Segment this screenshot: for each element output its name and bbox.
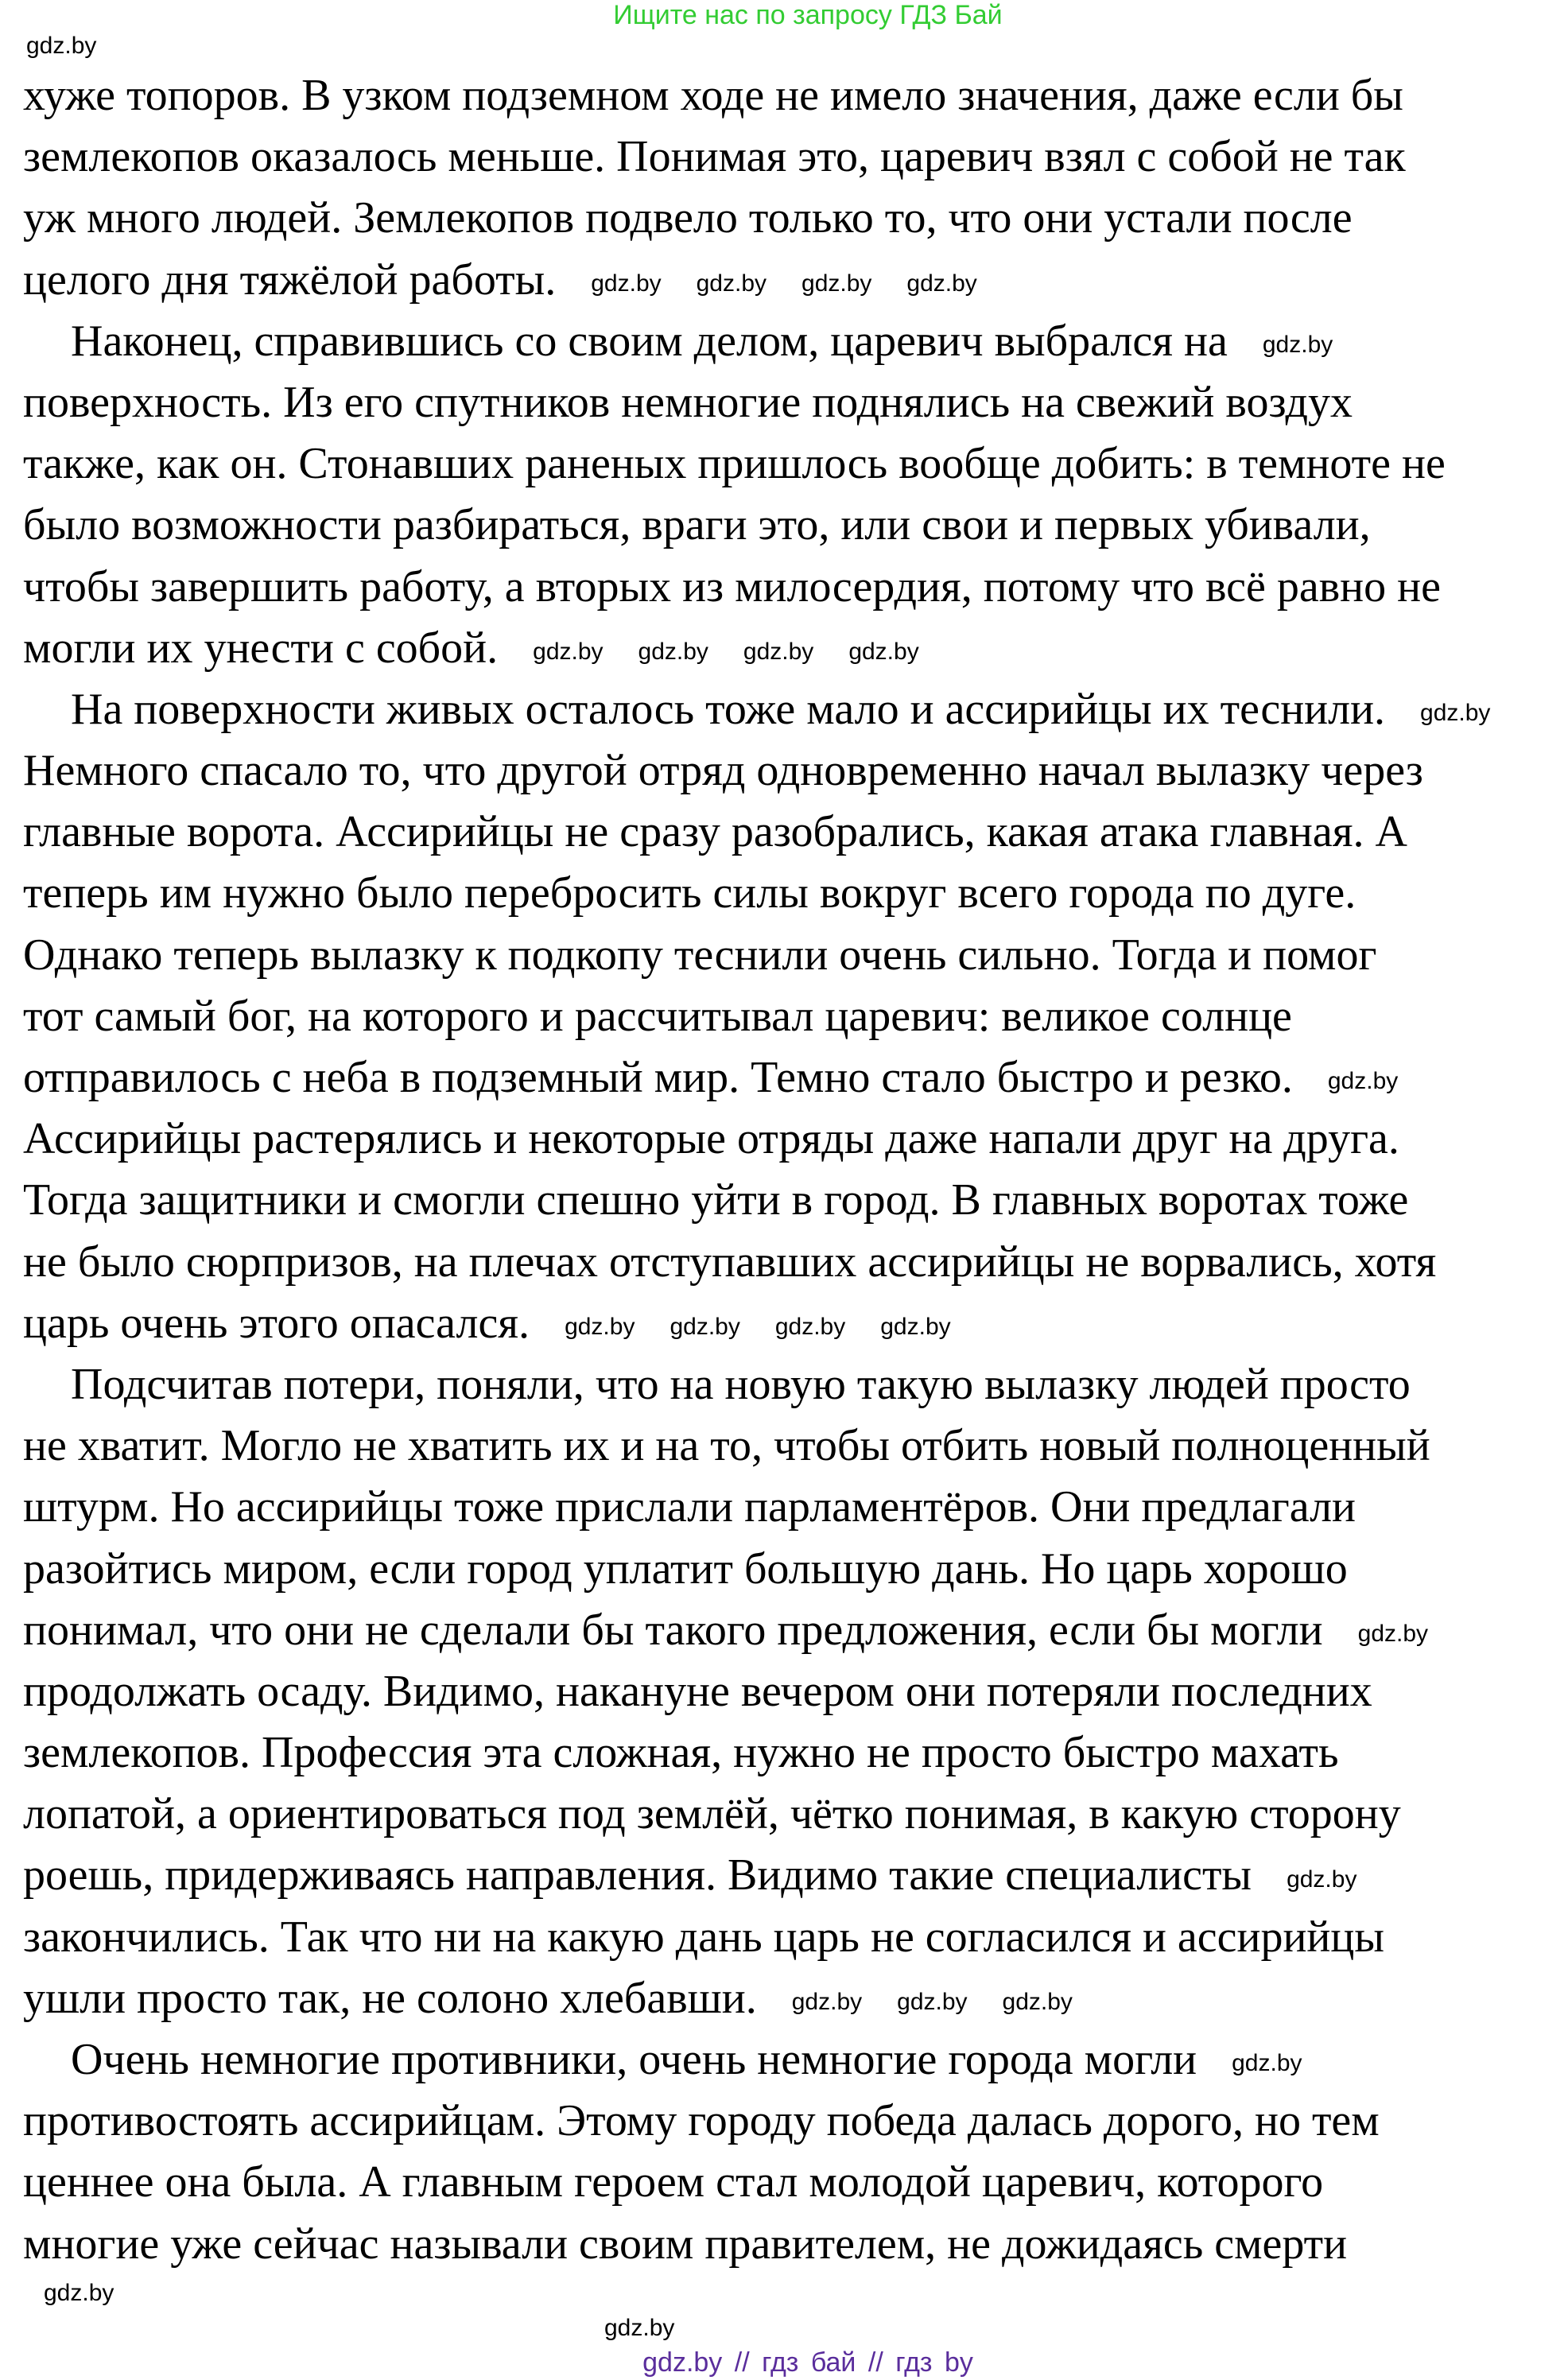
text-line bbox=[23, 1722, 1490, 1784]
text-line-content: лопатой, а ориентироваться под землёй, чётко понимая, в какую сторону bbox=[23, 1789, 1401, 1839]
text-line-content: землекопов оказалось меньше. Понимая это, царевич взял с собой не так bbox=[23, 132, 1406, 182]
text-line-content: штурм. Но ассирийцы тоже прислали парламентёров. Они предлагали bbox=[23, 1482, 1356, 1532]
text-line bbox=[23, 311, 1490, 372]
text-line bbox=[23, 1968, 1490, 2029]
watermark: gdz.by bbox=[1287, 1866, 1357, 1893]
text-line bbox=[23, 1477, 1490, 1538]
text-line-content: Очень немногие противники, очень немногие города могли bbox=[71, 2035, 1197, 2084]
text-line bbox=[23, 65, 1490, 126]
text-line bbox=[23, 2029, 1490, 2091]
text-line-content: целого дня тяжёлой работы. bbox=[23, 254, 557, 305]
watermark: gdz.by bbox=[906, 270, 977, 297]
text-line bbox=[23, 1293, 1490, 1354]
text-line bbox=[23, 372, 1490, 433]
text-line bbox=[23, 126, 1490, 188]
text-line-content: царь очень этого опасался. bbox=[23, 1298, 530, 1348]
watermark: gdz.by bbox=[533, 638, 604, 665]
text-line bbox=[23, 1232, 1490, 1293]
text-line-content: могли их унести с собой. bbox=[23, 623, 499, 673]
text-line bbox=[23, 557, 1490, 618]
text-line-content: ушли просто так, не солоно хлебавши. bbox=[23, 1973, 757, 2023]
text-line-content: Однако теперь вылазку к подкопу теснили очень сильно. Тогда и помог bbox=[23, 930, 1377, 980]
text-line-content: не хватит. Могло не хватить их и на то, чтобы отбить новый полноценный bbox=[23, 1421, 1430, 1471]
text-line bbox=[23, 618, 1490, 679]
watermark: gdz.by bbox=[1327, 1068, 1399, 1095]
watermark: gdz.by bbox=[801, 270, 872, 297]
watermark: gdz.by bbox=[774, 1313, 846, 1340]
text-line bbox=[23, 986, 1490, 1047]
text-line bbox=[23, 1600, 1490, 1661]
text-line-content: главные ворота. Ассирийцы не сразу разобрались, какая атака главная. А bbox=[23, 807, 1407, 857]
watermark: gdz.by bbox=[638, 638, 708, 665]
text-line bbox=[23, 433, 1490, 495]
document-body bbox=[23, 65, 1490, 2275]
text-line-content: тот самый бог, на которого и рассчитывал царевич: великое солнце bbox=[23, 991, 1292, 1041]
text-line-content: Ассирийцы растерялись и некоторые отряды даже напали друг на друга. bbox=[23, 1114, 1399, 1164]
search-hint-banner: Ищите нас по запросу ГДЗ Бай bbox=[613, 0, 1003, 30]
text-line bbox=[23, 1539, 1490, 1600]
text-line bbox=[23, 495, 1490, 556]
text-line-content: понимал, что они не сделали бы такого предложения, если бы могли bbox=[23, 1605, 1323, 1655]
text-line bbox=[23, 250, 1490, 311]
text-line bbox=[23, 802, 1490, 863]
text-line bbox=[23, 1047, 1490, 1108]
text-line-content: закончились. Так что ни на какую дань царь не согласился и ассирийцы bbox=[23, 1912, 1384, 1962]
text-line bbox=[23, 863, 1490, 924]
text-line bbox=[23, 2091, 1490, 2152]
text-line-content: Подсчитав потери, поняли, что на новую такую вылазку людей просто bbox=[71, 1359, 1411, 1409]
text-line bbox=[23, 188, 1490, 249]
text-line bbox=[23, 1415, 1490, 1477]
text-line bbox=[23, 740, 1490, 802]
watermark: gdz.by bbox=[1002, 1988, 1073, 2015]
text-line-content: На поверхности живых осталось тоже мало и ассирийцы их теснили. bbox=[71, 684, 1386, 734]
text-line-content: также, как он. Стонавших раненых пришлось вообще добить: в темноте не bbox=[23, 439, 1446, 489]
text-line bbox=[23, 1661, 1490, 1722]
watermark: gdz.by bbox=[670, 1313, 740, 1340]
text-line-content: Тогда защитники и смогли спешно уйти в город. В главных воротах тоже bbox=[23, 1175, 1409, 1225]
watermark: gdz.by bbox=[696, 270, 767, 297]
text-line bbox=[23, 679, 1490, 740]
text-line-content: уж много людей. Землекопов подвело только то, что они устали после bbox=[23, 193, 1353, 243]
watermark: gdz.by bbox=[743, 638, 814, 665]
text-line bbox=[23, 925, 1490, 986]
text-line-content: многие уже сейчас называли своим правителем, не дожидаясь смерти bbox=[23, 2219, 1348, 2269]
watermark: gdz.by bbox=[565, 1313, 635, 1340]
text-line-content: землекопов. Профессия эта сложная, нужно не просто быстро махать bbox=[23, 1728, 1339, 1778]
watermark: gdz.by bbox=[1420, 700, 1491, 727]
text-line-content: роешь, придерживаясь направления. Видимо такие специалисты bbox=[23, 1850, 1252, 1901]
text-line-content: Немного спасало то, что другой отряд одновременно начал вылазку через bbox=[23, 746, 1423, 796]
watermark: gdz.by bbox=[26, 33, 97, 59]
text-line bbox=[23, 1784, 1490, 1845]
text-line-content: хуже топоров. В узком подземном ходе не имело значения, даже если бы bbox=[23, 71, 1403, 120]
text-line-content: не было сюрпризов, на плечах отступавших ассирийцы не ворвались, хотя bbox=[23, 1237, 1437, 1287]
text-line bbox=[23, 1845, 1490, 1906]
text-line bbox=[23, 1108, 1490, 1170]
watermark: gdz.by bbox=[1262, 331, 1333, 358]
text-line-content: ценнее она была. А главным героем стал молодой царевич, которого bbox=[23, 2157, 1324, 2207]
text-line-content: разойтись миром, если город уплатит большую дань. Но царь хорошо bbox=[23, 1543, 1348, 1594]
watermark: gdz.by bbox=[791, 1988, 863, 2015]
text-line bbox=[23, 1907, 1490, 1968]
watermark: gdz.by bbox=[880, 1313, 951, 1340]
text-line-content: противостоять ассирийцам. Этому городу победа далась дорого, но тем bbox=[23, 2096, 1380, 2146]
watermark: gdz.by bbox=[591, 270, 662, 297]
text-line bbox=[23, 1170, 1490, 1231]
watermark: gdz.by bbox=[44, 2280, 114, 2306]
watermark: gdz.by bbox=[848, 638, 919, 665]
text-line bbox=[23, 2152, 1490, 2213]
text-line-content: чтобы завершить работу, а вторых из милосердия, потому что всё равно не bbox=[23, 561, 1441, 612]
text-line-content: поверхность. Из его спутников немногие поднялись на свежий воздух bbox=[23, 377, 1353, 427]
footer-links[interactable]: gdz.by // гдз бай // гдз by bbox=[642, 2347, 973, 2378]
watermark: gdz.by bbox=[1357, 1620, 1429, 1647]
watermark: gdz.by bbox=[1232, 2050, 1302, 2077]
text-line-content: было возможности разбираться, враги это, или свои и первых убивали, bbox=[23, 500, 1371, 550]
watermark: gdz.by bbox=[897, 1988, 968, 2015]
watermark: gdz.by bbox=[604, 2315, 675, 2341]
text-line-content: отправилось с неба в подземный мир. Темно стало быстро и резко. bbox=[23, 1053, 1293, 1102]
text-line-content: Наконец, справившись со своим делом, царевич выбрался на bbox=[71, 316, 1228, 366]
text-line-content: продолжать осаду. Видимо, накануне вечером они потеряли последних bbox=[23, 1666, 1372, 1716]
text-line bbox=[23, 1354, 1490, 1415]
text-line-content: теперь им нужно было перебросить силы вокруг всего города по дуге. bbox=[23, 868, 1356, 918]
text-line bbox=[23, 2214, 1490, 2275]
